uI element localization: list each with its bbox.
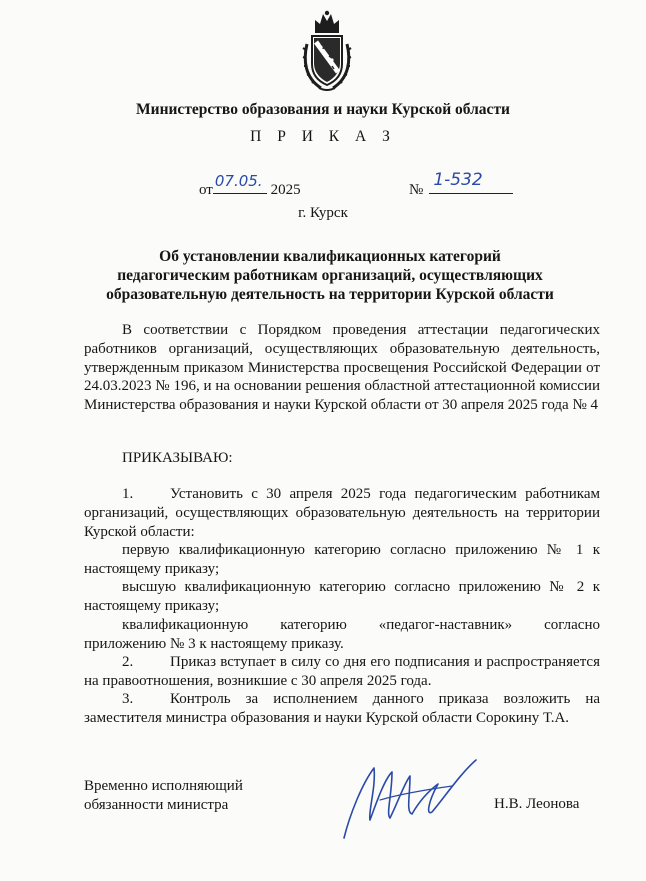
city: г. Курск [298, 205, 348, 221]
kursk-coat-of-arms-icon [301, 8, 353, 94]
subject-line: педагогическим работникам организаций, осуществляющих [117, 267, 543, 284]
date-prefix: от [199, 182, 213, 198]
signatory-role [84, 777, 243, 815]
order-number [409, 170, 513, 199]
order-date [199, 172, 301, 199]
ministry-name: Министерство образования и науки Курской области [136, 101, 510, 118]
clause-number: 1. [122, 486, 134, 502]
role-line: обязанности министра [84, 797, 229, 813]
clause-1-subitem: квалификационную категорию «педагог-наставник» согласно приложению № 3 к настоящему приказу. [84, 617, 600, 652]
subject-line: Об установлении квалификационных категорий [159, 248, 501, 265]
role-line: Временно исполняющий [84, 778, 243, 794]
handwritten-date: 07.05. [214, 172, 263, 190]
clause-1-subitem: высшую квалификационную категорию согласно приложению № 2 к настоящему приказу; [84, 579, 600, 614]
decree-heading: ПРИКАЗЫВАЮ: [122, 450, 233, 466]
order-subject [80, 247, 580, 304]
clause-number: 2. [122, 654, 134, 670]
number-prefix: № [409, 182, 424, 198]
clause-text: Контроль за исполнением данного приказа возложить на заместителя министра образования и науки Курской области Сорокину Т.А. [84, 691, 600, 726]
preamble-paragraph: В соответствии с Порядком проведения аттестации педагогических работников организаций, осуществляющих образовательную деятельность, утвержденным приказом Министерства просвещения Российской Федерации от 24.03.2023 № 196, и на основании решения областной аттестационной комиссии Министерства образования и науки Курской области от 30 апреля 2025 года № 4 [84, 322, 600, 414]
clause-1-subitem: первую квалификационную категорию согласно приложению № 1 к настоящему приказу; [84, 542, 600, 577]
handwritten-number: 1-532 [433, 170, 483, 190]
signatory-name: Н.В. Леонова [494, 796, 580, 812]
clause-2 [84, 653, 600, 691]
clause-text: Установить с 30 апреля 2025 года педагогическим работникам организаций, осуществляющих образовательную деятельность на территории Курской области: [84, 486, 600, 540]
subject-line: образовательную деятельность на территории Курской области [106, 286, 554, 303]
handwritten-signature [340, 754, 480, 844]
number-blank [429, 170, 513, 194]
document-type-title: П Р И К А З [250, 128, 396, 145]
clause-text: Приказ вступает в силу со дня его подписания и распространяется на правоотношения, возникшие с 30 апреля 2025 года. [84, 654, 600, 689]
clause-number: 3. [122, 691, 134, 707]
date-blank [213, 172, 267, 194]
clause-3 [84, 690, 600, 728]
clause-1 [84, 485, 600, 541]
date-year: 2025 [270, 182, 301, 198]
